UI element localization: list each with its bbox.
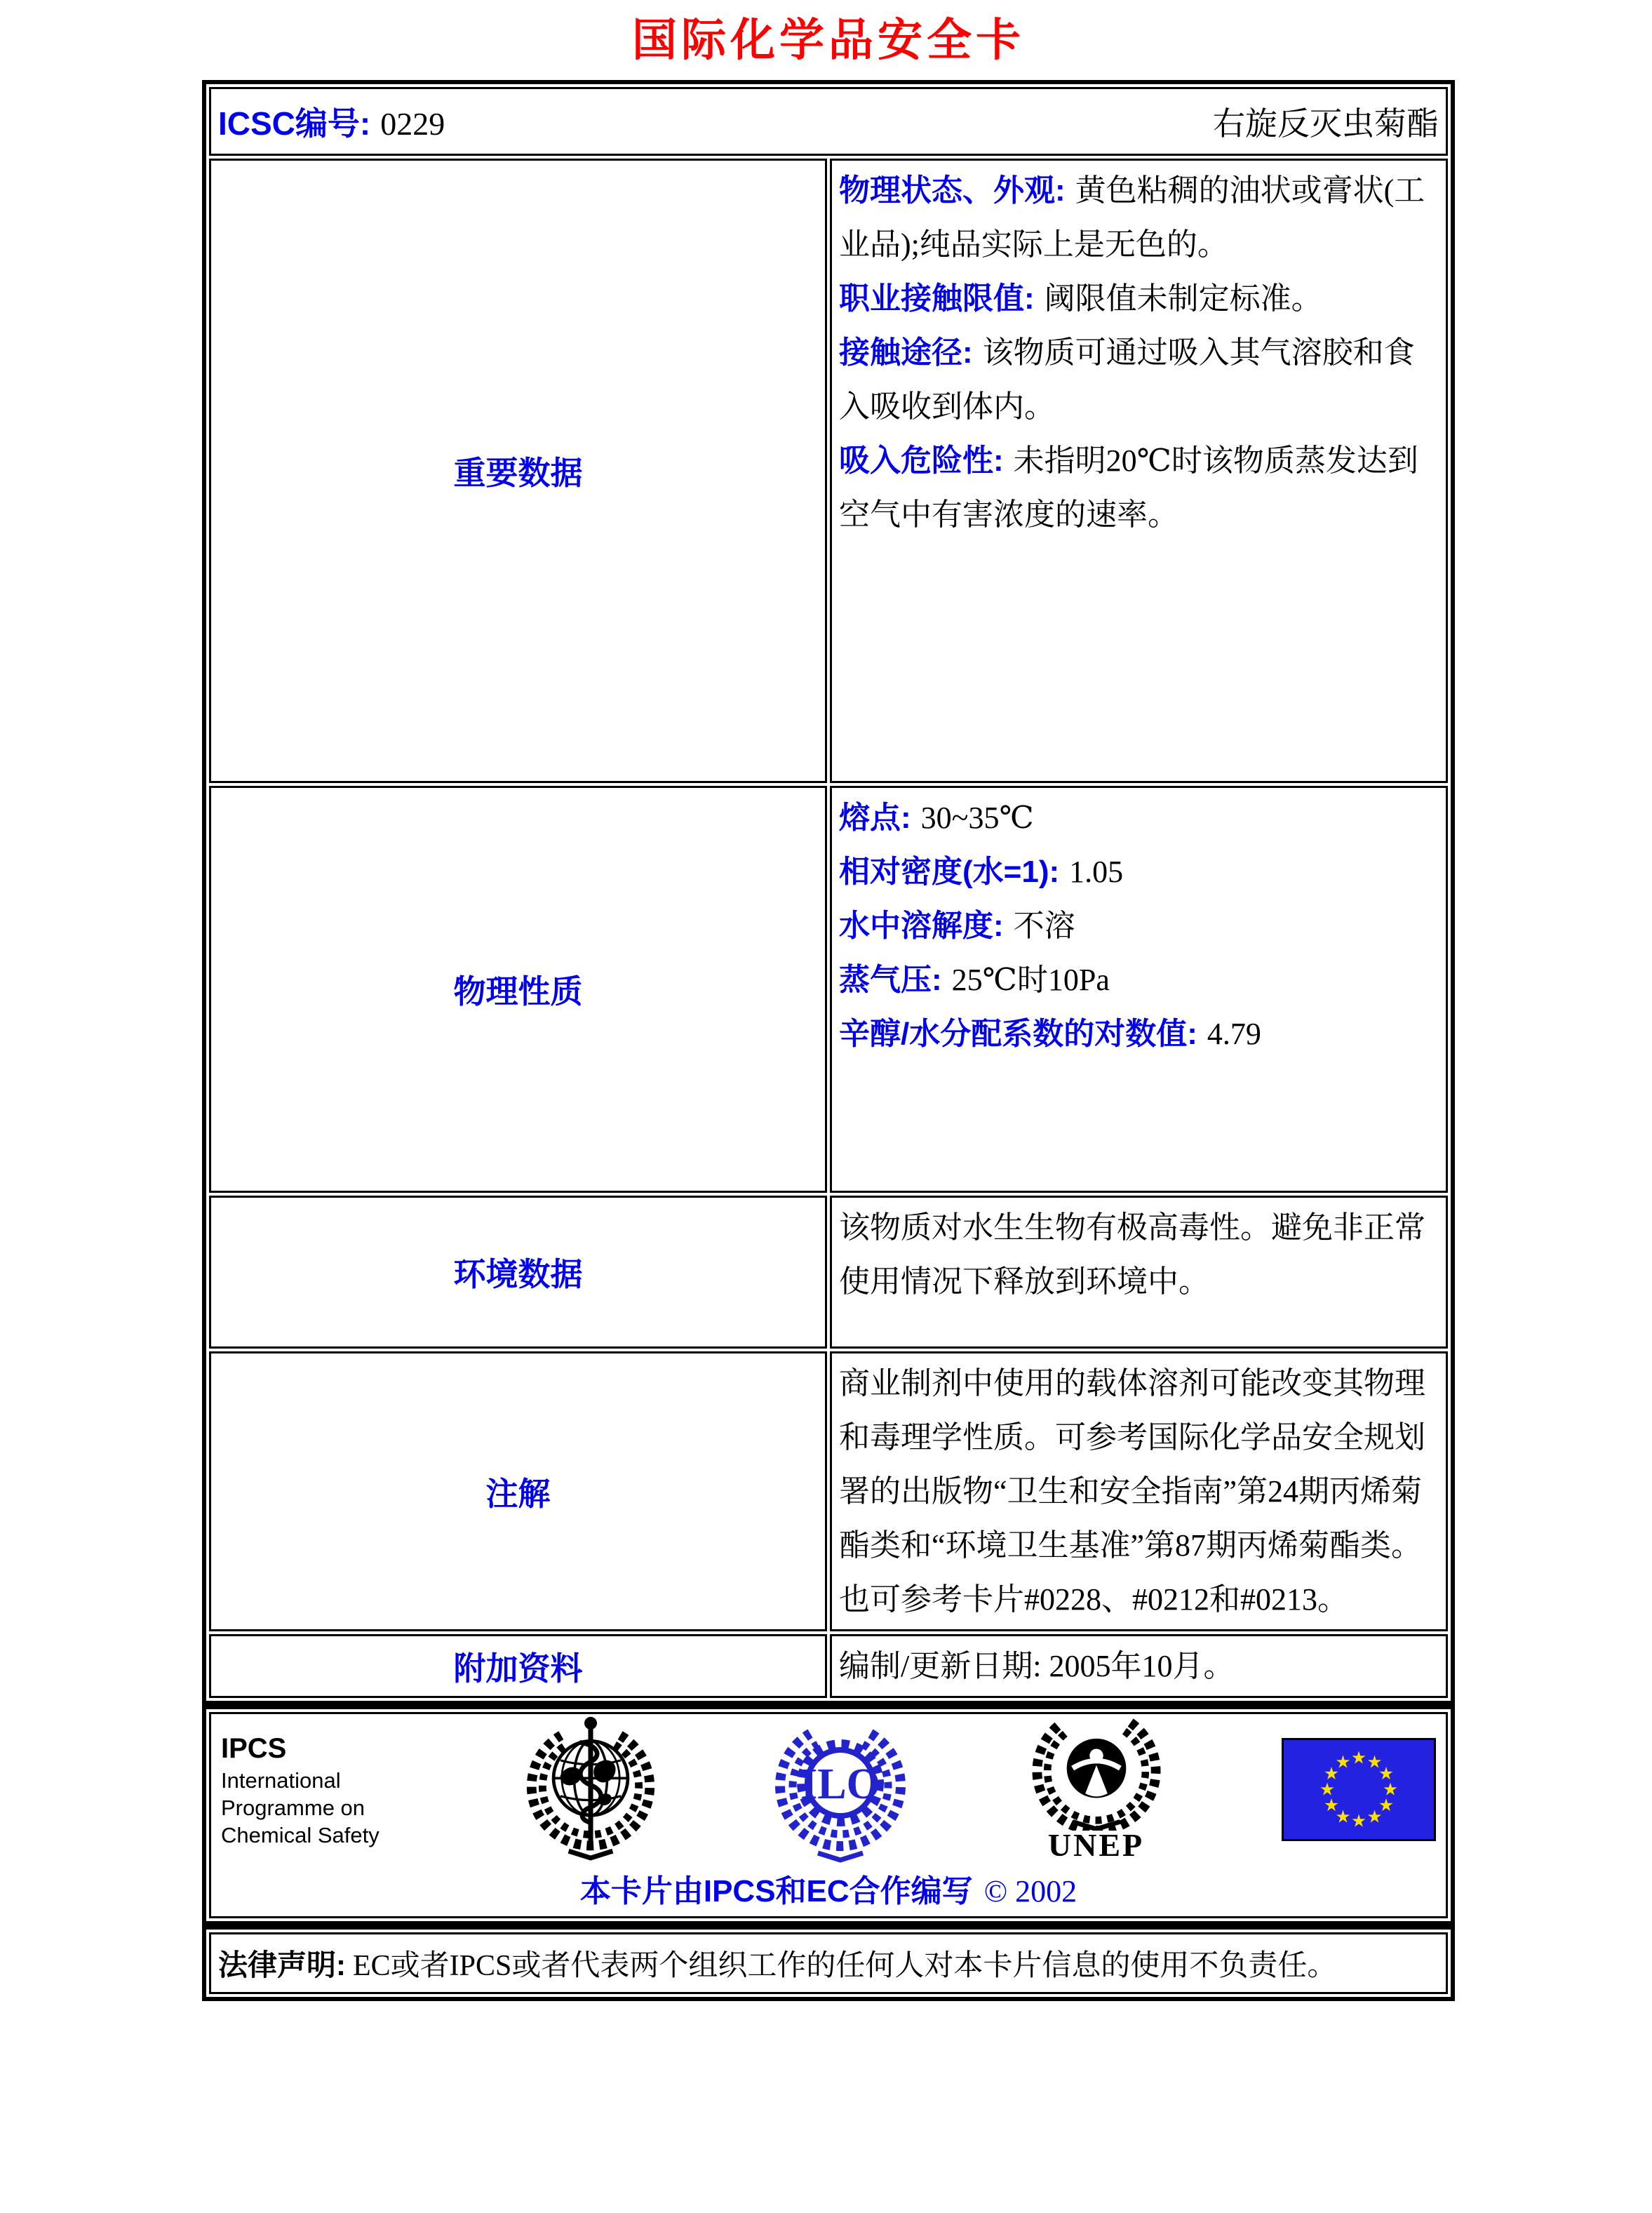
- notes-row: [209, 1351, 1448, 1631]
- footer-logos-table: [202, 1705, 1455, 1925]
- exposure-routes-line: 接触途径: 该物质可通过吸入其气溶胶和食入吸收到体内。: [839, 335, 1415, 424]
- additional-info-content: [830, 1634, 1448, 1698]
- unep-emblem-icon: [1022, 1715, 1171, 1831]
- physical-properties-row: [209, 786, 1448, 1193]
- environmental-data-text: 该物质对水生生物有极高毒性。避免非正常使用情况下释放到环境中。: [839, 1210, 1425, 1299]
- icsc-card-page: [202, 4, 1455, 2001]
- physical-state-line: 物理状态、外观: 黄色粘稠的油状或膏状(工业品);纯品实际上是无色的。: [839, 173, 1425, 262]
- legal-row: [209, 1932, 1448, 1994]
- unep-block: [1022, 1715, 1171, 1864]
- environmental-data-content: [830, 1196, 1448, 1349]
- important-data-content: [830, 159, 1448, 783]
- important-data-row: [209, 159, 1448, 783]
- vapor-pressure-line: 蒸气压: 25℃时10Pa: [839, 963, 1110, 997]
- notes-text: 商业制剂中使用的载体溶剂可能改变其物理和毒理学性质。可参考国际化学品安全规划署的出版物“卫生和安全指南”第24期丙烯菊酯类和“环境卫生基准”第87期丙烯菊酯类。也可参考卡片#0228、#0212和#0213。: [839, 1366, 1425, 1617]
- icsc-number-value: 0229: [380, 106, 445, 142]
- inhalation-risk-line: 吸入危险性: 未指明20℃时该物质蒸发达到空气中有害浓度的速率。: [839, 443, 1418, 532]
- header-cell: [209, 87, 1448, 156]
- water-solubility-line: 水中溶解度: 不溶: [839, 909, 1075, 943]
- legal-text: EC或者IPCS或者代表两个组织工作的任何人对本卡片信息的使用不负责任。: [353, 1950, 1337, 1982]
- icsc-number-group: [218, 98, 445, 145]
- logos-row: [209, 1712, 1448, 1918]
- ipcs-line-3: Chemical Safety: [221, 1822, 380, 1847]
- who-emblem-icon: [522, 1715, 659, 1864]
- unep-caption: UNEP: [1047, 1827, 1145, 1863]
- ipcs-line-2: Programme on: [221, 1795, 365, 1820]
- header-row: [209, 87, 1448, 156]
- chemical-name: 右旋反灭虫菊酯: [1213, 106, 1439, 142]
- page-title: 国际化学品安全卡: [632, 15, 1025, 65]
- ilo-emblem-icon: [770, 1713, 911, 1866]
- copyright-line: [221, 1866, 1436, 1911]
- ipcs-text-block: [221, 1730, 410, 1849]
- notes-content: [830, 1351, 1448, 1631]
- legal-cell: [209, 1932, 1448, 1994]
- update-date-line: 编制/更新日期: 2005年10月。: [839, 1649, 1235, 1683]
- copyright-year: © 2002: [983, 1874, 1077, 1908]
- eu-flag-icon: [1282, 1738, 1436, 1841]
- environmental-data-section-label: 环境数据: [209, 1196, 827, 1349]
- octanol-water-line: 辛醇/水分配系数的对数值: 4.79: [839, 1017, 1261, 1051]
- svg-text:ILO: ILO: [800, 1760, 880, 1808]
- additional-info-row: [209, 1634, 1448, 1698]
- ipcs-line-1: International: [221, 1767, 341, 1793]
- legal-table: [202, 1925, 1455, 2001]
- notes-section-label: 注解: [209, 1351, 827, 1631]
- physical-properties-section-label: 物理性质: [209, 786, 827, 1193]
- environmental-data-row: [209, 1196, 1448, 1349]
- icsc-main-table: [202, 80, 1455, 1705]
- logos-cell: [209, 1712, 1448, 1918]
- copyright-text: 本卡片由IPCS和EC合作编写: [579, 1874, 973, 1908]
- important-data-section-label: 重要数据: [209, 159, 827, 783]
- additional-info-section-label: 附加资料: [209, 1634, 827, 1698]
- legal-label: 法律声明:: [218, 1948, 346, 1981]
- physical-properties-content: [830, 786, 1448, 1193]
- relative-density-line: 相对密度(水=1): 1.05: [839, 855, 1124, 889]
- occupational-limit-line: 职业接触限值: 阈限值未制定标准。: [839, 281, 1322, 316]
- icsc-number-label: ICSC编号:: [218, 105, 371, 142]
- ipcs-title: IPCS: [221, 1732, 287, 1764]
- melting-point-line: 熔点: 30~35℃: [839, 801, 1034, 835]
